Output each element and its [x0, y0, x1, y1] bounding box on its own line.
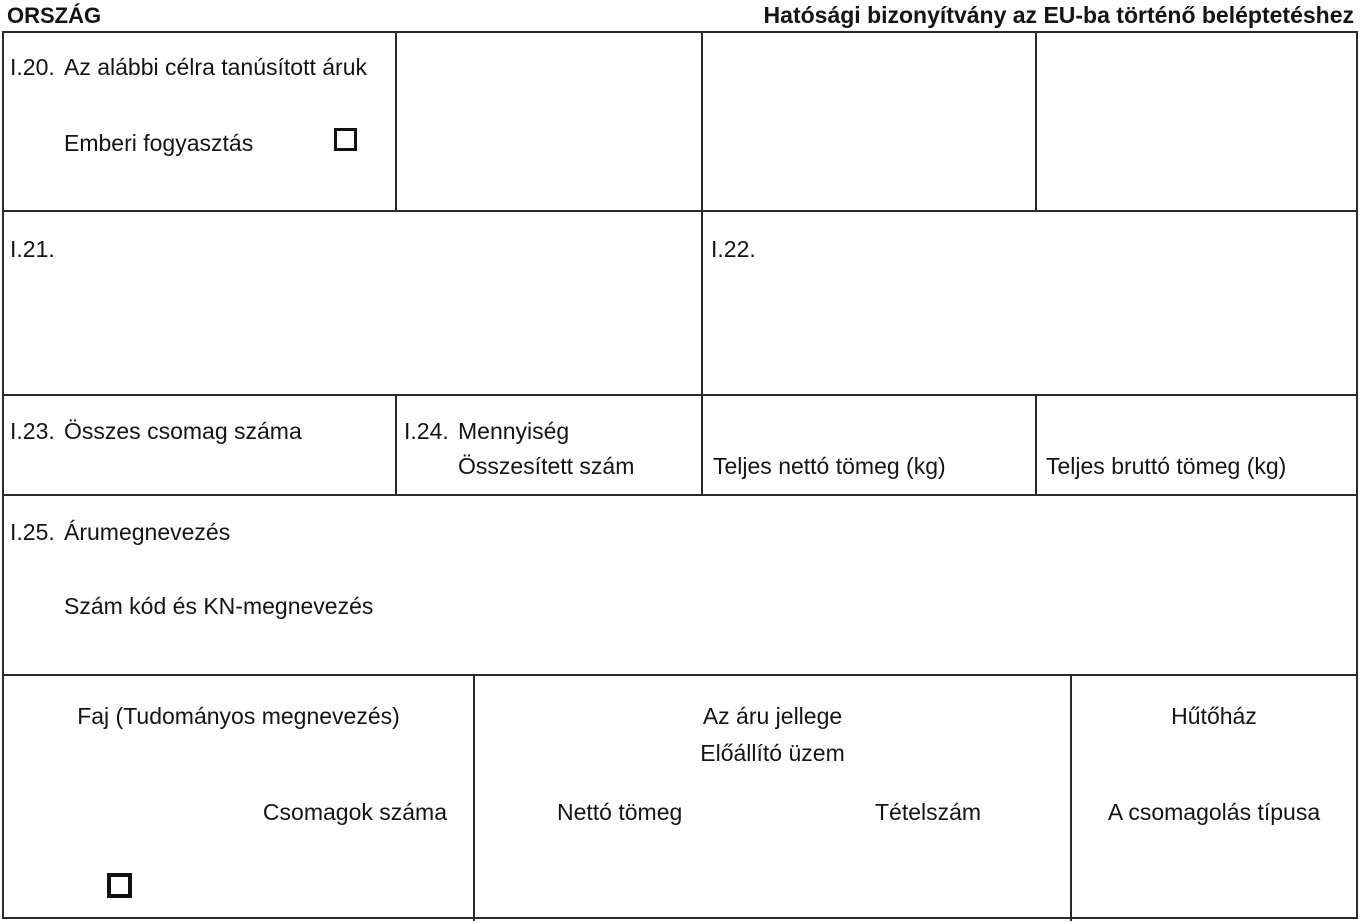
field-i20-cell — [4, 33, 397, 210]
net-weight-cell — [703, 396, 1037, 494]
aggregate-count-label: Összesített szám — [458, 453, 635, 479]
cn-code-label: Szám kód és KN-megnevezés — [64, 593, 374, 619]
field-number: I.25. — [10, 519, 55, 545]
nature-of-commodity-label: Az áru jellege — [702, 703, 843, 729]
net-weight-label: Teljes nettó tömeg (kg) — [713, 453, 946, 479]
row-i21-i22 — [4, 212, 1356, 396]
empty-cell-i20-c — [703, 33, 1037, 210]
packaging-type-label: A csomagolás típusa — [1107, 799, 1321, 825]
human-consumption-checkbox[interactable] — [334, 128, 357, 151]
human-consumption-label: Emberi fogyasztás — [64, 130, 254, 156]
gross-weight-cell — [1037, 396, 1356, 494]
row-commodity-detail — [4, 676, 1356, 921]
commodity-line-checkbox[interactable] — [107, 873, 132, 898]
field-label: Az alábbi célra tanúsított áruk — [64, 54, 367, 80]
species-label: Faj (Tudományos megnevezés) — [77, 703, 400, 729]
field-i25-cell — [4, 496, 1356, 674]
page-title: Hatósági bizonyítvány az EU-ba történő beléptetéshez — [763, 2, 1354, 28]
manufacturing-plant-label: Előállító üzem — [700, 740, 845, 766]
field-i24-cell — [397, 396, 703, 494]
field-i23-cell — [4, 396, 397, 494]
field-number: I.20. — [10, 54, 55, 80]
packages-count-label: Csomagok száma — [262, 799, 447, 825]
field-number: I.24. — [404, 418, 449, 444]
field-number: I.21. — [10, 236, 55, 262]
country-label: ORSZÁG — [7, 3, 102, 28]
line-net-weight-label: Nettó tömeg — [557, 799, 683, 825]
field-label: Összes csomag száma — [64, 418, 302, 444]
empty-cell-i20-d — [1037, 33, 1356, 210]
species-cell — [4, 676, 475, 921]
row-i23-i24 — [4, 396, 1356, 496]
row-i20 — [4, 33, 1356, 212]
field-number: I.23. — [10, 418, 55, 444]
field-i22-cell — [703, 212, 1356, 394]
field-i21-cell — [4, 212, 703, 394]
cold-store-cell — [1072, 676, 1356, 921]
field-label: Árumegnevezés — [64, 519, 231, 545]
nature-of-commodity-cell — [475, 676, 1072, 921]
row-i25 — [4, 496, 1356, 676]
form-table — [2, 31, 1358, 919]
gross-weight-label: Teljes bruttó tömeg (kg) — [1046, 453, 1287, 479]
cold-store-label: Hűtőház — [1171, 703, 1257, 729]
empty-cell-i20-b — [397, 33, 703, 210]
field-number: I.22. — [711, 236, 756, 262]
batch-number-label: Tételszám — [875, 799, 982, 825]
field-label: Mennyiség — [458, 418, 570, 444]
